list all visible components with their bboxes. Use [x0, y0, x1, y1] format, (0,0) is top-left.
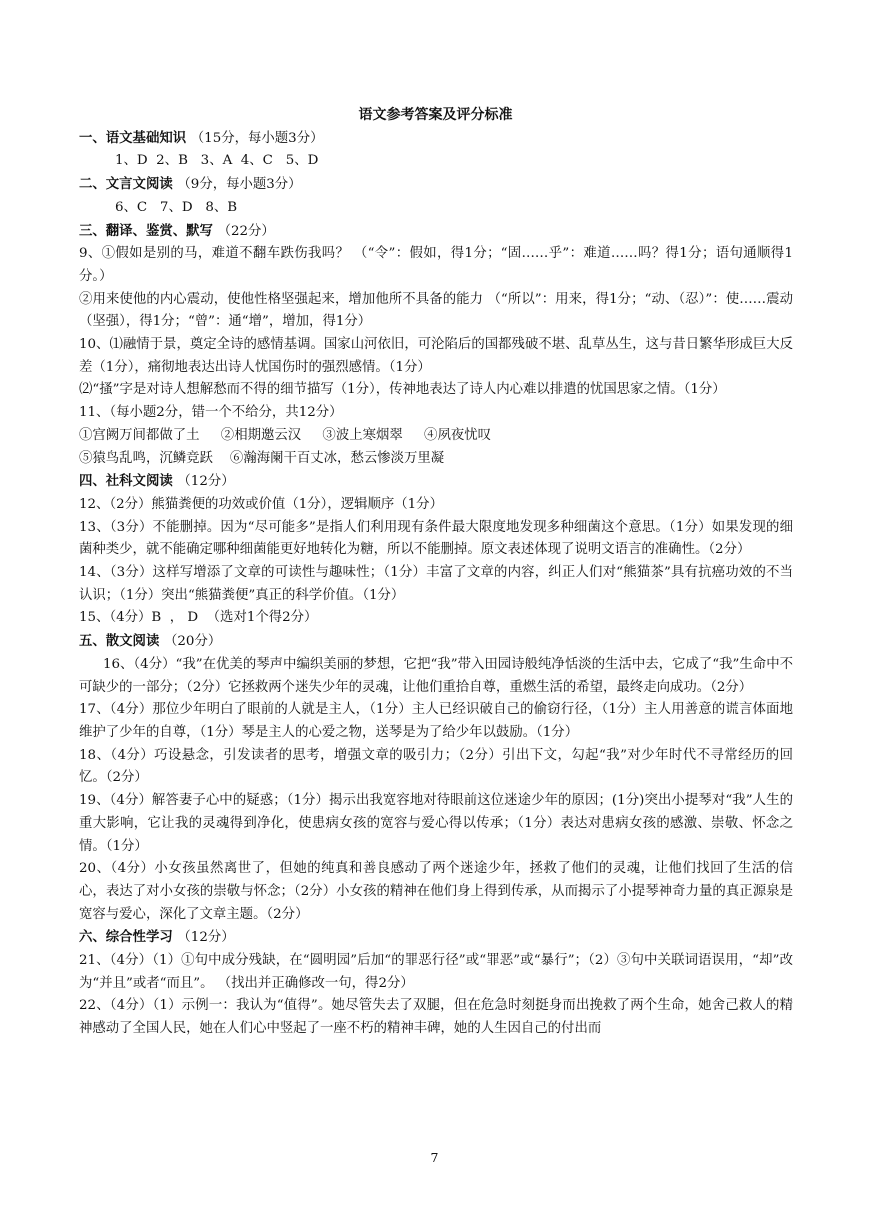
answer-q19: 19、（4分）解答妻子心中的疑惑；（1分）揭示出我宽容地对待眼前这位迷途少年的原因；(1分)突出小提琴对“我”人生的重大影响，它让我的灵魂得到净化，使患病女孩的宽容与爱心得以传承；（1分）表达对患病女孩的感激、崇敬、怀念之情。（1分） — [79, 793, 793, 854]
section-title: 四、社科文阅读 — [79, 473, 173, 490]
document-title: 语文参考答案及评分标准 — [358, 107, 513, 123]
section-score-note: （20分） — [164, 634, 222, 650]
section-score-note: （12分） — [177, 474, 235, 490]
section-title: 一、语文基础知识 — [79, 129, 187, 146]
answer-q14: 14、（3分）这样写增添了文章的可读性与趣味性；（1分）丰富了文章的内容，纠正人们对“熊猫茶”具有抗癌功效的不当认识；（1分）突出“熊猫粪便”真正的科学价值。（1分） — [79, 565, 793, 603]
answer-q22: 22、（4分）（1）示例一：我认为“值得”。她尽管失去了双腿，但在危急时刻挺身而出挽救了两个生命，她舍己救人的精神感动了全国人民，她在人们心中竖起了一座不朽的精神丰碑，她的人生因自己的付出而 — [79, 998, 793, 1037]
page-number: 7 — [430, 1150, 439, 1165]
section-heading-1 — [79, 127, 793, 151]
answer-q16: 16、（4分）“我”在优美的琴声中编织美丽的梦想，它把“我”带入田园诗般纯净恬淡的生活中去，它成了“我”生命中不可缺少的一部分；（2分）它拯救两个迷失少年的灵魂，让他们重拾自尊，重燃生活的希望，最终走向成功。（2分） — [79, 656, 793, 695]
answer-q11-row-2: ⑤猿鸟乱鸣，沉鳞竞跃 ⑥瀚海阑干百丈冰，愁云惨淡万里凝 — [79, 450, 445, 466]
answer-q9-1: 9、①假如是别的马，难道不翻车跌伤我吗？ （“令”：假如，得1分；“固……乎”：难道……吗？得1分；语句通顺得1分。） — [79, 246, 793, 284]
answer-q21: 21、（4分）（1）①句中成分残缺，在“圆明园”后加“的罪恶行径”或“罪恶”或“暴行”；（2）③句中关联词语误用，“却”改为“并且”或者“而且”。 （找出并正确修改一句，得2分） — [79, 953, 793, 991]
section-title: 三、翻译、鉴赏、默写 — [79, 222, 213, 239]
answer-q11-header: 11、（每小题2分，错一个不给分，共12分） — [79, 405, 343, 421]
answer-q20: 20、（4分）小女孩虽然离世了，但她的纯真和善良感动了两个迷途少年，拯救了他们的灵魂，让他们找回了生活的信心，表达了对小女孩的崇敬与怀念；（2分）小女孩的精神在他们身上得到传承，从而揭示了小提琴神奇力量的真正源泉是宽容与爱心，深化了文章主题。（2分） — [79, 861, 793, 922]
answers-q1-5: 1、D 2、B 3、A 4、C 5、D — [115, 153, 319, 169]
answer-q9-2: ②用来使他的内心震动，使他性格坚强起来，增加他所不具备的能力 （“所以”：用来，得1分；“动、（忍）”：使……震动（坚强），得1分；“曾”：通“增”，增加，得1分） — [79, 291, 793, 330]
answer-q10-2: ⑵“搔”字是对诗人想解愁而不得的细节描写（1分），传神地表达了诗人内心难以排遣的忧国思家之情。（1分） — [79, 382, 726, 398]
answer-q15: 15、（4分）B ， D （选对1个得2分） — [79, 610, 318, 626]
answer-q13: 13、（3分）不能删掉。因为“尽可能多”是指人们利用现有条件最大限度地发现多种细菌这个意思。（1分）如果发现的细菌种类少，就不能确定哪种细菌能更好地转化为糖，所以不能删掉。原文表述体现了说明文语言的准确性。（2分） — [79, 519, 793, 558]
answer-q12: 12、（2分）熊猫粪便的功效或价值（1分），逻辑顺序（1分） — [79, 496, 443, 512]
answer-key-page — [79, 104, 793, 1041]
section-heading-4 — [79, 470, 793, 494]
section-heading-2 — [79, 173, 793, 197]
section-heading-6 — [79, 926, 793, 950]
section-heading-3 — [79, 220, 793, 244]
answer-q11-row-1: ①宫阙万间都做了土 ②相期邀云汉 ③波上寒烟翠 ④夙夜忧叹 — [79, 427, 492, 443]
section-score-note: （9分，每小题3分） — [177, 177, 302, 193]
section-heading-5 — [79, 630, 793, 654]
section-score-note: （12分） — [177, 930, 235, 946]
answer-q18: 18、（4分）巧设悬念，引发读者的思考，增强文章的吸引力；（2分）引出下文，勾起“我”对少年时代不寻常经历的回忆。（2分） — [79, 747, 793, 786]
section-title: 二、文言文阅读 — [79, 176, 173, 193]
section-score-note: （15分，每小题3分） — [190, 130, 324, 146]
answers-q6-8: 6、C 7、D 8、B — [115, 199, 238, 215]
answer-q17: 17、（4分）那位少年明白了眼前的人就是主人，（1分）主人已经识破自己的偷窃行径，（1分）主人用善意的谎言体面地维护了少年的自尊，（1分）琴是主人的心爱之物，送琴是为了给少年以鼓励。（1分） — [79, 702, 793, 740]
answer-q10-1: 10、⑴融情于景，奠定全诗的感情基调。国家山河依旧，可沦陷后的国都残破不堪、乱草丛生，这与昔日繁华形成巨大反差（1分），痛彻地表达出诗人忧国伤时的强烈感情。（1分） — [79, 337, 793, 375]
section-title: 六、综合性学习 — [79, 929, 173, 946]
section-title: 五、散文阅读 — [79, 633, 160, 650]
section-score-note: （22分） — [217, 223, 275, 239]
